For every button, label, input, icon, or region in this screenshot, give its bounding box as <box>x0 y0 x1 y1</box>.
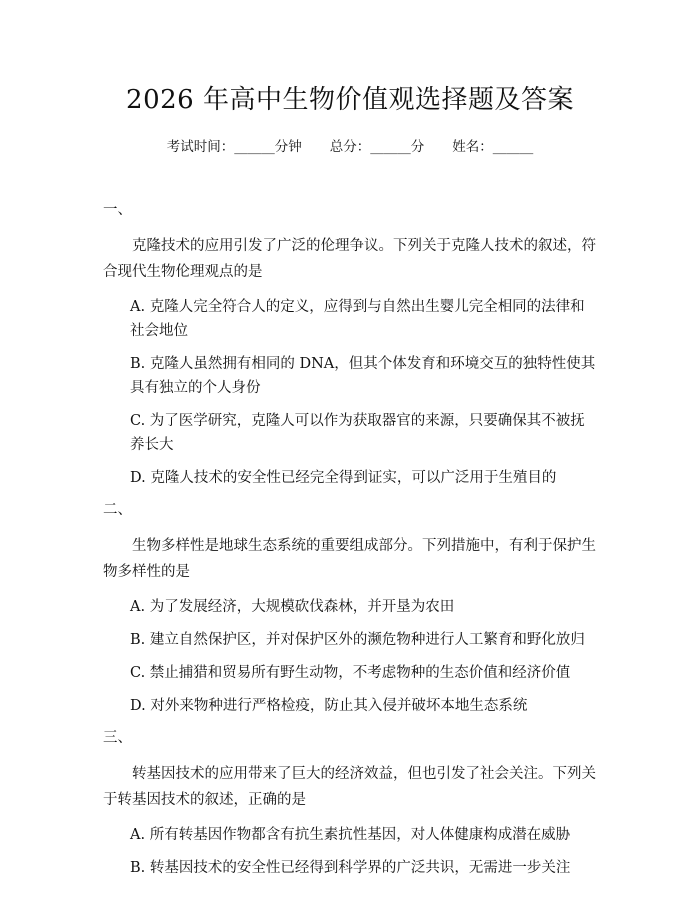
score-label: 总分： <box>329 139 371 155</box>
time-label: 考试时间： <box>166 139 235 155</box>
score-unit: 分 <box>410 139 425 155</box>
exam-meta <box>103 137 597 157</box>
option-a: A. 克隆人完全符合人的定义，应得到与自然出生婴儿完全相同的法律和社会地位 <box>130 299 585 339</box>
option-d: D. 克隆人技术的安全性已经完全得到证实，可以广泛用于生殖目的 <box>130 470 557 486</box>
option-c: C. 禁止捕猎和贸易所有野生动物，不考虑物种的生态价值和经济价值 <box>130 665 571 681</box>
name-blank: ______ <box>492 139 534 155</box>
question-list <box>103 199 597 880</box>
question-1 <box>103 199 597 490</box>
question-stem: 克隆技术的应用引发了广泛的伦理争议。下列关于克隆人技术的叙述，符合现代生物伦理观点的是 <box>103 238 596 280</box>
option-d: D. 对外来物种进行严格检疫，防止其入侵并破坏本地生态系统 <box>130 698 528 714</box>
exam-title: 2026 年高中生物价值观选择题及答案 <box>126 85 574 115</box>
option-b: B. 克隆人虽然拥有相同的 DNA，但其个体发育和环境交互的独特性使其具有独立的个人身份 <box>130 356 596 396</box>
option-b: B. 建立自然保护区，并对保护区外的濒危物种进行人工繁育和野化放归 <box>130 632 585 648</box>
question-number: 三、 <box>103 730 132 746</box>
name-label: 姓名： <box>452 139 493 155</box>
question-number: 二、 <box>103 502 132 518</box>
score-blank: ______ <box>370 139 411 155</box>
option-b: B. 转基因技术的安全性已经得到科学界的广泛共识，无需进一步关注 <box>130 860 571 876</box>
question-stem: 转基因技术的应用带来了巨大的经济效益，但也引发了社会关注。下列关于转基因技术的叙述，正确的是 <box>103 766 596 808</box>
question-stem: 生物多样性是地球生态系统的重要组成部分。下列措施中，有利于保护生物多样性的是 <box>103 538 596 580</box>
question-number: 一、 <box>103 202 132 218</box>
option-a: A. 为了发展经济，大规模砍伐森林，并开垦为农田 <box>130 599 455 615</box>
time-unit: 分钟 <box>274 139 302 155</box>
option-c: C. 为了医学研究，克隆人可以作为获取器官的来源，只要确保其不被抚养长大 <box>130 413 585 453</box>
option-a: A. 所有转基因作物都含有抗生素抗性基因，对人体健康构成潜在威胁 <box>130 827 571 843</box>
question-2 <box>103 499 597 718</box>
question-3 <box>103 727 597 880</box>
time-blank: ______ <box>234 139 275 155</box>
